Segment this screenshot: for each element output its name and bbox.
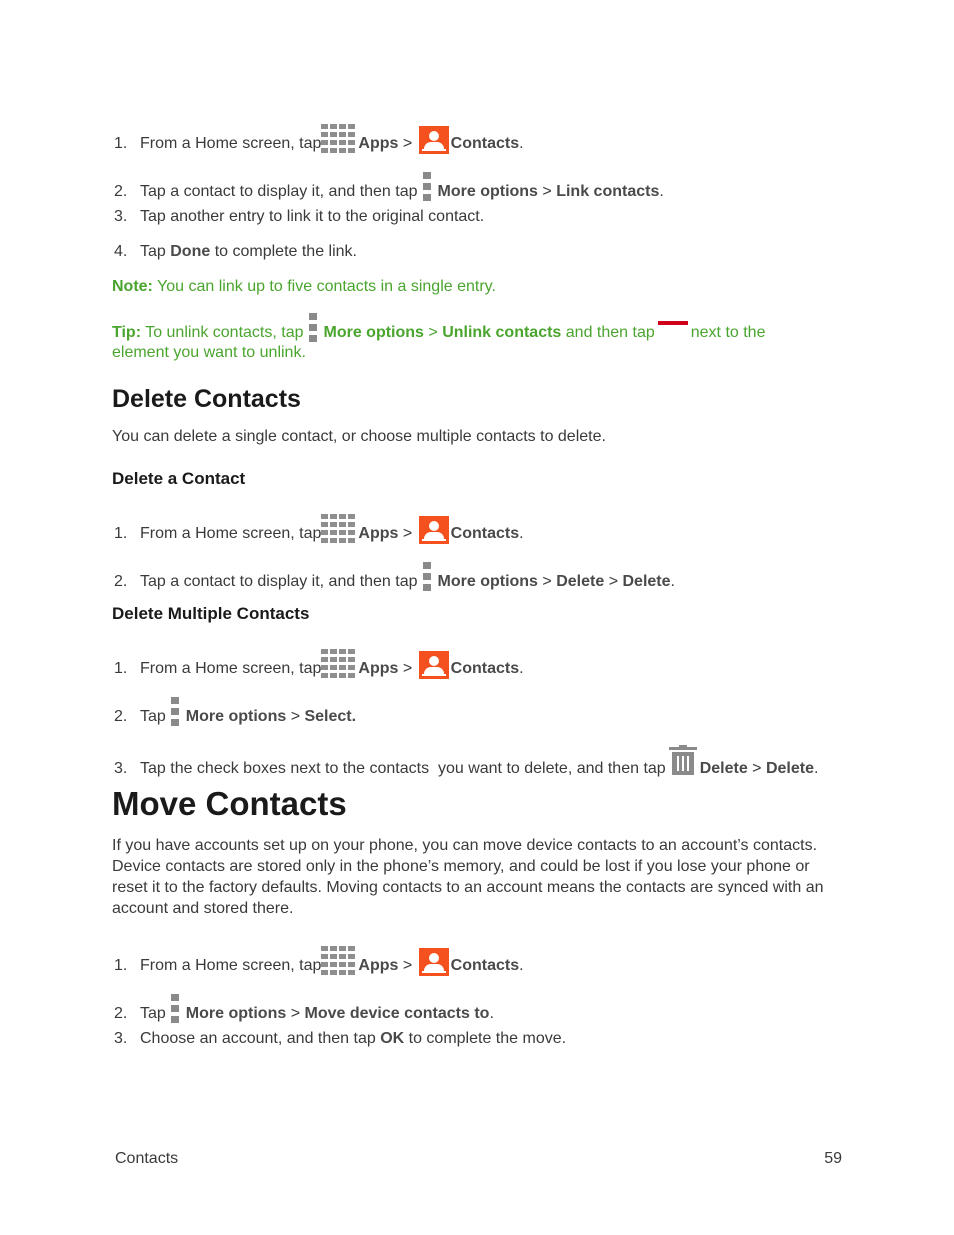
apps-icon [321,649,357,679]
footer-section-label: Contacts [115,1150,179,1167]
move-contacts-heading: Move Contacts [112,785,347,822]
apps-icon [321,124,357,154]
tip: Tip: To unlink contacts, tap More options > Unlink contacts and then tap next to the element you want to unlink. [112,313,854,363]
link-step-2: 2. Tap a contact to display it, and then tap More options > Link contacts. [112,172,854,202]
more-options-icon [422,172,432,202]
move-step-2: 2. Tap More options > Move device contacts to. [112,994,854,1024]
link-step-3: 3. Tap another entry to link it to the original contact. [114,208,485,225]
link-step-4: 4. Tap Done to complete the link. [114,243,357,260]
contacts-icon [419,651,449,679]
more-options-icon [308,313,318,343]
delete-multiple-heading: Delete Multiple Contacts [112,604,310,623]
apps-icon [321,514,357,544]
delete-multi-step-1: 1. From a Home screen, tap Apps > Contacts. [112,649,854,679]
move-step-1: 1. From a Home screen, tap Apps > Contacts. [112,946,854,976]
link-step-1: 1. From a Home screen, tap Apps > Contacts. [112,124,854,154]
more-options-icon [170,994,180,1024]
delete-multi-step-3: 3. Tap the check boxes next to the contacts you want to delete, and then tap Delete > Delete. [112,745,854,779]
contacts-icon [419,516,449,544]
minus-icon [658,321,688,343]
delete-multi-step-2: 2. Tap More options > Select. [112,697,854,727]
more-options-icon [170,697,180,727]
contacts-icon [419,948,449,976]
note: Note: You can link up to five contacts in a single entry. [112,278,496,295]
page-number: 59 [824,1150,842,1167]
delete-single-step-1: 1. From a Home screen, tap Apps > Contacts. [112,514,854,544]
more-options-icon [422,562,432,592]
delete-a-contact-heading: Delete a Contact [112,469,246,488]
apps-icon [321,946,357,976]
move-intro: If you have accounts set up on your phone, you can move device contacts to an account’s contacts. Device contacts are stored only in the phone’s memory, and could be lost if you lose your phone or reset it to the factory defaults. Moving contacts to an account means the contacts are synced with an account and stored there. [112,837,824,917]
delete-single-step-2: 2. Tap a contact to display it, and then tap More options > Delete > Delete. [112,562,854,592]
delete-intro: You can delete a single contact, or choose multiple contacts to delete. [112,428,606,445]
trash-icon [669,745,697,779]
delete-contacts-heading: Delete Contacts [112,385,301,413]
contacts-icon [419,126,449,154]
move-step-3: 3. Choose an account, and then tap OK to complete the move. [114,1030,567,1047]
